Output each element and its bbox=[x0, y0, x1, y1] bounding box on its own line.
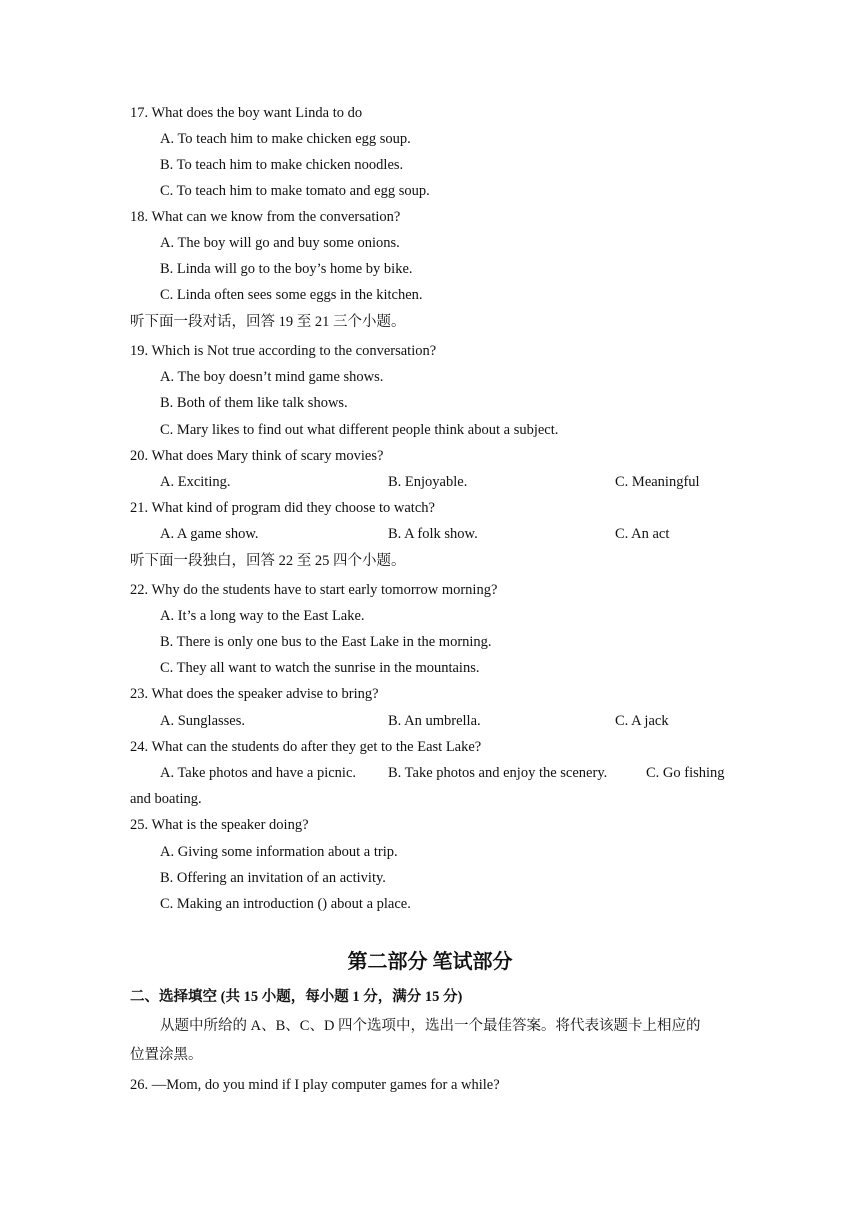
question-17-option-b: B. To teach him to make chicken noodles. bbox=[160, 157, 404, 173]
question-22-option-a: A. It’s a long way to the East Lake. bbox=[160, 608, 365, 624]
listening-instruction-19-21: 听下面一段对话，回答 19 至 21 三个小题。 bbox=[130, 314, 406, 330]
question-22-option-b: B. There is only one bus to the East Lake in the morning. bbox=[160, 634, 492, 650]
question-23-stem: 23. What does the speaker advise to bring? bbox=[130, 686, 379, 702]
question-21-option-b: B. A folk show. bbox=[388, 526, 478, 542]
question-19-option-b: B. Both of them like talk shows. bbox=[160, 395, 348, 411]
question-18-option-b: B. Linda will go to the boy’s home by bike. bbox=[160, 261, 413, 277]
question-19-stem: 19. Which is Not true according to the conversation? bbox=[130, 343, 437, 359]
question-21-option-a: A. A game show. bbox=[160, 526, 259, 542]
question-19-option-c: C. Mary likes to find out what different people think about a subject. bbox=[160, 422, 559, 438]
question-17-option-c: C. To teach him to make tomato and egg soup. bbox=[160, 183, 430, 199]
question-22-option-c: C. They all want to watch the sunrise in the mountains. bbox=[160, 660, 480, 676]
question-20-stem: 20. What does Mary think of scary movies? bbox=[130, 448, 384, 464]
directions-line-1: 从题中所给的 A、B、C、D 四个选项中，选出一个最佳答案。将代表该题卡上相应的 bbox=[160, 1018, 701, 1034]
question-25-stem: 25. What is the speaker doing? bbox=[130, 817, 309, 833]
question-23-option-b: B. An umbrella. bbox=[388, 713, 481, 729]
part-two-title: 第二部分 笔试部分 bbox=[347, 951, 513, 973]
question-20-option-b: B. Enjoyable. bbox=[388, 474, 468, 490]
question-25-option-a: A. Giving some information about a trip. bbox=[160, 844, 398, 860]
question-25-option-b: B. Offering an invitation of an activity. bbox=[160, 870, 386, 886]
question-24-stem: 24. What can the students do after they get to the East Lake? bbox=[130, 739, 482, 755]
question-25-option-c: C. Making an introduction () about a place. bbox=[160, 896, 411, 912]
question-17-option-a: A. To teach him to make chicken egg soup. bbox=[160, 131, 411, 147]
question-20-option-c: C. Meaningful bbox=[615, 474, 700, 490]
question-23-option-c: C. A jack bbox=[615, 713, 669, 729]
section-heading: 二、选择填空 (共 15 小题，每小题 1 分，满分 15 分) bbox=[130, 989, 463, 1005]
question-18-option-a: A. The boy will go and buy some onions. bbox=[160, 235, 400, 251]
directions-line-2: 位置涂黑。 bbox=[130, 1047, 203, 1063]
question-22-stem: 22. Why do the students have to start early tomorrow morning? bbox=[130, 582, 498, 598]
listening-instruction-22-25: 听下面一段独白，回答 22 至 25 四个小题。 bbox=[130, 553, 406, 569]
question-23-option-a: A. Sunglasses. bbox=[160, 713, 245, 729]
question-18-stem: 18. What can we know from the conversation? bbox=[130, 209, 401, 225]
question-18-option-c: C. Linda often sees some eggs in the kitchen. bbox=[160, 287, 423, 303]
question-24-option-c: C. Go fishing bbox=[646, 765, 725, 781]
question-24-option-c-continued: and boating. bbox=[130, 791, 202, 807]
question-17-stem: 17. What does the boy want Linda to do bbox=[130, 105, 363, 121]
question-26-stem: 26. —Mom, do you mind if I play computer games for a while? bbox=[130, 1077, 500, 1093]
question-19-option-a: A. The boy doesn’t mind game shows. bbox=[160, 369, 384, 385]
question-24-option-a: A. Take photos and have a picnic. bbox=[160, 765, 357, 781]
question-20-option-a: A. Exciting. bbox=[160, 474, 231, 490]
question-21-stem: 21. What kind of program did they choose to watch? bbox=[130, 500, 435, 516]
question-21-option-c: C. An act bbox=[615, 526, 670, 542]
question-24-option-b: B. Take photos and enjoy the scenery. bbox=[388, 765, 608, 781]
